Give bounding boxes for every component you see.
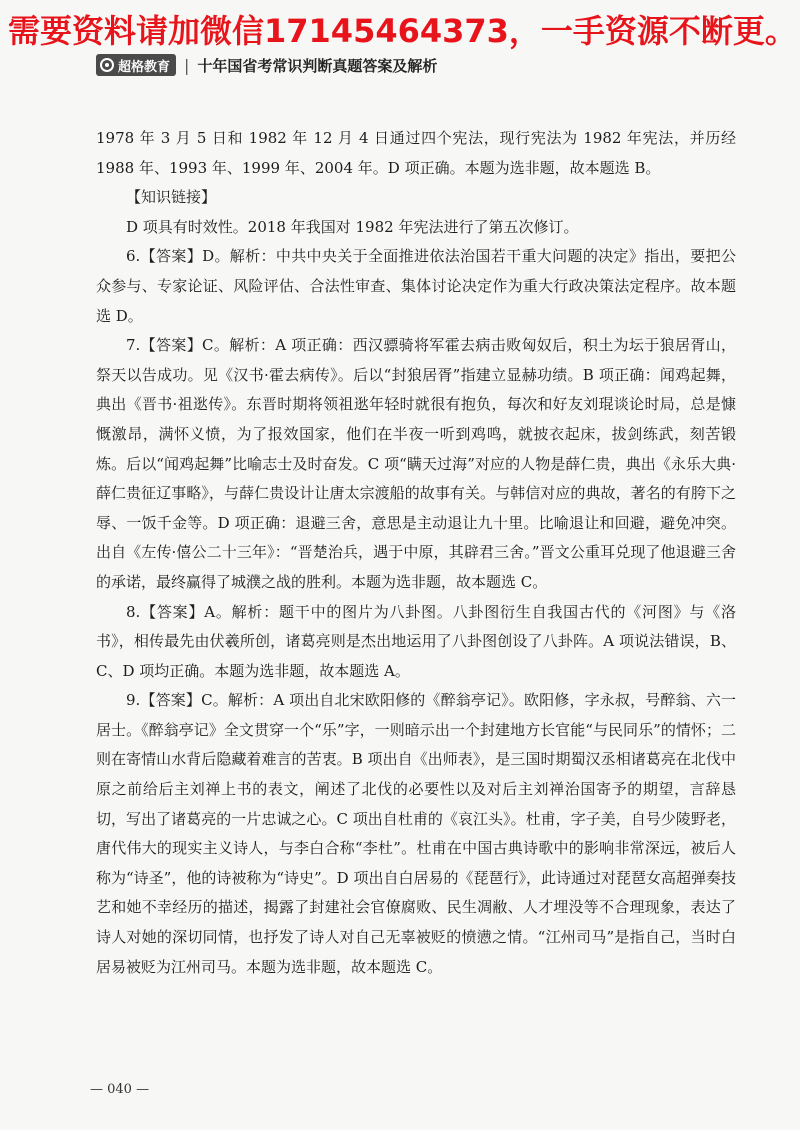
running-title: 十年国省考常识判断真题答案及解析	[197, 56, 438, 75]
header-separator: |	[184, 55, 190, 75]
logo-text: 超格教育	[118, 59, 171, 75]
page-header	[96, 52, 437, 78]
logo-icon	[100, 58, 114, 72]
answer-7: 7.【答案】C。解析：A 项正确：西汉骠骑将军霍去病击败匈奴后，积土为坛于狼居胥山，祭天以告成功。见《汉书·霍去病传》。后以“封狼居胥”指建立显赫功绩。B 项正确：闻鸡起舞，典出《晋书·祖逖传》。东晋时期将领祖逖年轻时就很有抱负，每次和好友刘琨谈论时局，总是慷慨激昂，满怀义愤，为了报效国家，他们在半夜一听到鸡鸣，就披衣起床，拔剑练武，刻苦锻炼。后以“闻鸡起舞”比喻志士及时奋发。C 项“瞒天过海”对应的人物是薛仁贵，典出《永乐大典·薛仁贵征辽事略》，与薛仁贵设计让唐太宗渡船的故事有关。与韩信对应的典故，著名的有胯下之辱、一饭千金等。D 项正确：退避三舍，意思是主动退让九十里。比喻退让和回避，避免冲突。出自《左传·僖公二十三年》：“晋楚治兵，遇于中原，其辟君三舍。”晋文公重耳兑现了他退避三舍的承诺，最终赢得了城濮之战的胜利。本题为选非题，故本题选 C。	[96, 336, 736, 591]
answer-8: 8.【答案】A。解析：题干中的图片为八卦图。八卦图衍生自我国古代的《河图》与《洛书》，相传最先由伏羲所创，诸葛亮则是杰出地运用了八卦图创设了八卦阵。A 项说法错误，B、C、D 项均正确。本题为选非题，故本题选 A。	[96, 602, 736, 680]
paragraph-3: D 项具有时效性。2018 年我国对 1982 年宪法进行了第五次修订。	[126, 217, 579, 236]
publisher-logo	[96, 54, 176, 76]
answer-6: 6.【答案】D。解析：中共中央关于全面推进依法治国若干重大问题的决定》指出，要把公众参与、专家论证、风险评估、合法性审查、集体讨论决定作为重大行政决策法定程序。故本题选 D。	[96, 247, 736, 325]
paragraph-1: 1978 年 3 月 5 日和 1982 年 12 月 4 日通过四个宪法，现行宪法为 1982 年宪法，并历经 1988 年、1993 年、1999 年、2004 年。D 项正确。本题为选非题，故本题选 B。	[96, 129, 736, 177]
knowledge-link-heading: 【知识链接】	[126, 188, 217, 207]
answer-9: 9.【答案】C。解析：A 项出自北宋欧阳修的《醉翁亭记》。欧阳修，字永叔，号醉翁、六一居士。《醉翁亭记》全文贯穿一个“乐”字，一则暗示出一个封建地方长官能“与民同乐”的情怀；二则在寄情山水背后隐藏着难言的苦衷。B 项出自《出师表》，是三国时期蜀汉丞相诸葛亮在北伐中原之前给后主刘禅上书的表文，阐述了北伐的必要性以及对后主刘禅治国寄予的期望，言辞恳切，写出了诸葛亮的一片忠诚之心。C 项出自杜甫的《哀江头》。杜甫，字子美，自号少陵野老，唐代伟大的现实主义诗人，与李白合称“李杜”。杜甫在中国古典诗歌中的影响非常深远，被后人称为“诗圣”，他的诗被称为“诗史”。D 项出自白居易的《琵琶行》，此诗通过对琵琶女高超弹奏技艺和她不幸经历的描述，揭露了封建社会官僚腐败、民生凋敝、人才埋没等不合理现象，表达了诗人对她的深切同情，也抒发了诗人对自己无辜被贬的愤懑之情。“江州司马”是指自己，当时白居易被贬为江州司马。本题为选非题，故本题选 C。	[96, 691, 736, 976]
page-number: — 040 —	[90, 1082, 150, 1097]
watermark-banner: 需要资料请加微信17145464373，一手资源不断更。	[8, 12, 797, 50]
page-body	[96, 124, 736, 982]
